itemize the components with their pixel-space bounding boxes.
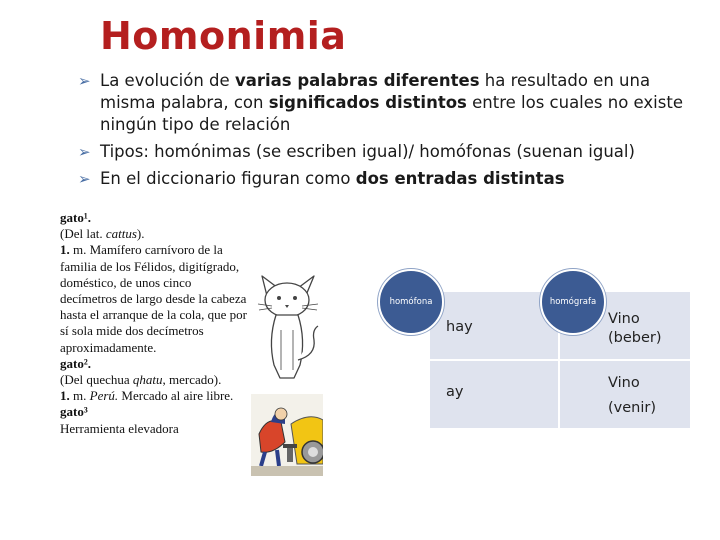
bullet-emphasis: varias palabras diferentes [234, 71, 480, 90]
bullet-text: entre los cuales no existe ningún tipo de relación [100, 93, 683, 134]
arrow-bullet-icon: ➢ [78, 143, 91, 161]
homografa-cell-venir [560, 361, 690, 428]
bullet-text: Tipos: homónimas (se escriben igual)/ homófonas (suenan igual) [100, 142, 635, 161]
homografa-circle: homógrafa [540, 269, 606, 335]
dictionary-entries [60, 210, 250, 437]
entry-definition: Mercado al aire libre. [118, 388, 234, 404]
homofona-cell-hay [430, 292, 558, 359]
sense-number: 1. [60, 388, 70, 404]
cat-illustration [254, 270, 324, 385]
entry-headword: gato². [60, 355, 91, 371]
dictionary-entry-3 [60, 404, 250, 436]
bullet-item [78, 168, 698, 190]
entry-headword: gato³ [60, 404, 88, 420]
homofona-cell-ay [430, 361, 558, 428]
word-vino-beber: Vino (beber) [608, 311, 662, 346]
bullet-list [78, 70, 698, 195]
bullet-text: ha resultado en una misma palabra, con [100, 71, 651, 112]
homofona-circle: homófona [378, 269, 444, 335]
bullet-text: En el diccionario figuran como [100, 169, 356, 188]
word-vino-venir: Vino (venir) [608, 375, 656, 416]
word-ay: ay [446, 384, 464, 400]
car-jack-illustration [251, 394, 323, 476]
entry-headword: gato¹. [60, 210, 91, 225]
bullet-text: La evolución de [100, 71, 235, 90]
arrow-bullet-icon: ➢ [78, 170, 91, 188]
region-label: Perú. [89, 388, 119, 404]
arrow-bullet-icon: ➢ [78, 72, 91, 90]
bullet-emphasis: dos entradas distintas [355, 169, 565, 188]
entry-definition: Herramienta elevadora [60, 420, 179, 436]
entry-definition: m. Mamífero carnívoro de la familia de los Félidos, digitígrado, doméstico, de unos cinco decímetros de largo desde la cabeza hasta el arranque de la cola, que por sí sola mide dos decímetros aproximadamente. [60, 242, 247, 355]
page-title: Homonimia [100, 14, 347, 58]
bullet-emphasis: significados distintos [268, 93, 467, 112]
bullet-item [78, 70, 698, 136]
dictionary-entry-2: gato². (Del quechua qhatu, mercado). 1. m. Perú. Mercado al aire libre. [60, 355, 234, 404]
entry-etymology: (Del lat. cattus). [60, 226, 145, 242]
sense-number: 1. [60, 242, 70, 258]
word-hay: hay [446, 319, 473, 335]
bullet-item [78, 141, 698, 163]
dictionary-entry-1 [60, 210, 250, 356]
entry-etymology: (Del quechua qhatu, mercado). [60, 372, 222, 388]
